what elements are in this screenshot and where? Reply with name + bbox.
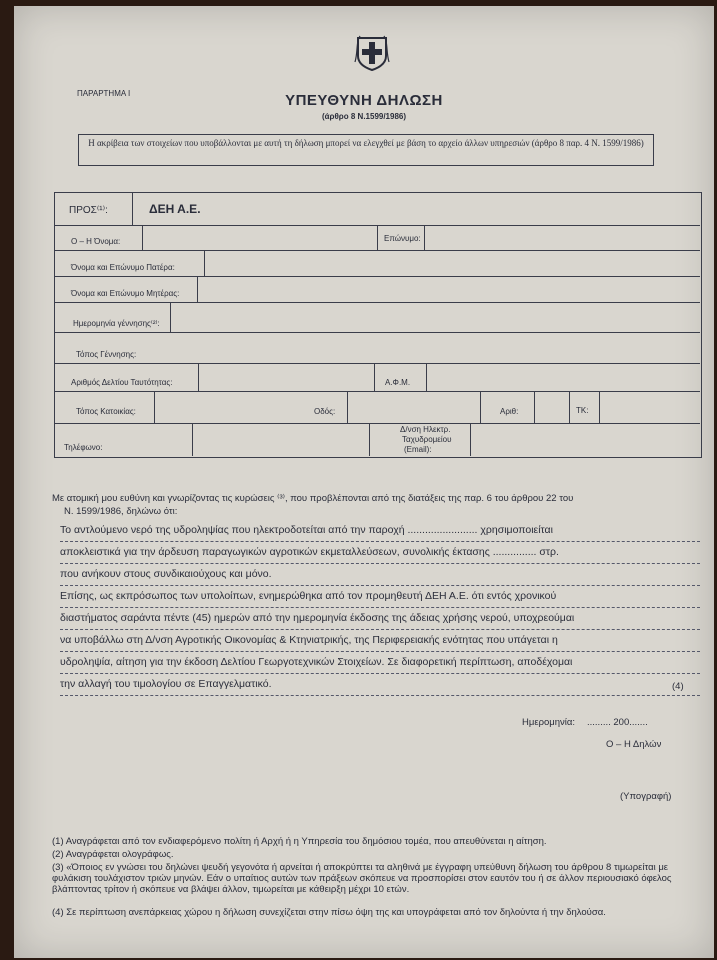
declaration-line: αποκλειστικά για την άρδευση παραγωγικών αγροτικών εκμεταλλεύσεων, συνολικής έκτασης ............... στρ. (60, 543, 700, 564)
phone-label: Τηλέφωνο: (64, 443, 103, 452)
declaration-line: διαστήματος σαράντα πέντε (45) ημερών από την ημερομηνία έκδοσης της άδειας χρήσης νερού, υποχρεούμαι (60, 609, 700, 630)
declaration-line: Το αντλούμενο νερό της υδροληψίας που ηλεκτροδοτείται από την παροχή ........................ χρησιμοποιείται (60, 521, 700, 542)
declaration-line: που ανήκουν στους συνδικαιούχους και μόνο. (60, 565, 700, 586)
mother-name-field[interactable] (198, 277, 699, 301)
postal-code-field[interactable] (600, 392, 699, 422)
page-subtitle: (άρθρο 8 Ν.1599/1986) (321, 112, 407, 121)
footnote-4-ref: (4) (672, 681, 684, 692)
number-field[interactable] (535, 392, 568, 422)
email-label-line2: Ταχυδρομείου (402, 435, 452, 444)
declaration-line: υδροληψία, αίτηση για την έκδοση Δελτίου Γεωργοτεχνικών Στοιχείων. Σε διαφορετική περίπτωση, αποδέχομαι (60, 653, 700, 674)
declaration-intro-line2: Ν. 1599/1986, δηλώνω ότι: (64, 506, 178, 517)
declaration-line: Επίσης, ως εκπρόσωπος των υπολοίπων, ενημερώθηκα από τον προμηθευτή ΔΕΗ Α.Ε. ότι εντός χρονικού (60, 587, 700, 608)
street-label: Οδός: (314, 407, 336, 416)
number-label: Αριθ: (500, 407, 519, 416)
father-name-label: Όνομα και Επώνυμο Πατέρα: (71, 263, 175, 272)
email-label-line3: (Email): (404, 445, 432, 454)
afm-label: Α.Φ.Μ. (385, 378, 411, 387)
greek-coat-of-arms-icon (352, 32, 392, 72)
declaration-line: να υποβάλλω στη Δ/νση Αγροτικής Οικονομίας & Κτηνιατρικής, της Περιφερειακής ενότητας που υπάγεται η (60, 631, 700, 652)
footnote-3: (3) «Όποιος εν γνώσει του δηλώνει ψευδή γεγονότα ή αρνείται ή αποκρύπτει τα αληθινά με έγγραφη υπεύθυνη δήλωση του άρθρου 8 τιμωρείται με φυλάκιση τουλάχιστον τριών μηνών. Εάν ο υπαίτιος αυτών των πράξεων σκόπευε να προσπορίσει στον εαυτόν του ή σε άλλον περιουσιακό όφελος βλάπτοντας τρίτον ή σκόπευε να βλάψει άλλον, τιμωρείται με κάθειρξη μέχρι 10 ετών. (52, 862, 672, 895)
to-label: ΠΡΟΣ⁽¹⁾: (69, 205, 108, 216)
annex-label: ΠΑΡΑΡΤΗΜΑ Ι (77, 89, 131, 98)
afm-field[interactable] (427, 364, 699, 390)
street-field[interactable] (348, 392, 479, 422)
footnote-1: (1) Αναγράφεται από τον ενδιαφερόμενο πολίτη ή Αρχή ή η Υπηρεσία του δημόσιου τομέα, που απευθύνεται η αίτηση. (52, 836, 547, 847)
postal-code-label: ΤΚ: (576, 406, 589, 415)
email-field[interactable] (471, 424, 699, 455)
declaration-document (14, 6, 714, 958)
name-field[interactable] (143, 226, 376, 249)
verification-notice: Η ακρίβεια των στοιχείων που υποβάλλονται με αυτή τη δήλωση μπορεί να ελεγχθεί με βάση το αρχείο άλλων υπηρεσιών (άρθρο 8 παρ. 4 Ν. 1599/1986) (78, 134, 654, 166)
id-number-label: Αριθμός Δελτίου Ταυτότητας: (71, 378, 173, 387)
declarant-label: Ο – Η Δηλών (606, 739, 662, 750)
footnote-2: (2) Αναγράφεται ολογράφως. (52, 849, 174, 860)
date-value[interactable]: ......... 200....... (587, 717, 648, 728)
footnote-4: (4) Σε περίπτωση ανεπάρκειας χώρου η δήλωση συνεχίζεται στην πίσω όψη της και υπογράφεται από τον δηλούντα ή την δηλούσα. (52, 907, 606, 918)
signature-label: (Υπογραφή) (620, 791, 672, 802)
residence-label: Τόπος Κατοικίας: (76, 407, 136, 416)
declaration-intro-line1: Με ατομική μου ευθύνη και γνωρίζοντας τις κυρώσεις ⁽³⁾, που προβλέπονται από της διατάξεις της παρ. 6 του άρθρου 22 του (52, 493, 574, 504)
birthplace-label: Τόπος Γέννησης: (76, 350, 137, 359)
page-title: ΥΠΕΥΘΥΝΗ ΔΗΛΩΣΗ (285, 92, 443, 109)
birthdate-label: Ημερομηνία γέννησης⁽²⁾: (73, 319, 160, 328)
surname-label: Επώνυμο: (384, 234, 421, 243)
birthdate-field[interactable] (171, 303, 699, 331)
id-number-field[interactable] (199, 364, 373, 390)
birthplace-field[interactable] (55, 333, 699, 362)
name-label: Ο – Η Όνομα: (71, 237, 121, 246)
signature-field[interactable] (554, 754, 704, 788)
declaration-line: την αλλαγή του τιμολογίου σε Επαγγελματικό. (60, 675, 700, 696)
to-value[interactable]: ΔΕΗ Α.Ε. (149, 202, 201, 216)
mother-name-label: Όνομα και Επώνυμο Μητέρας: (71, 289, 180, 298)
date-label: Ημερομηνία: (522, 717, 576, 728)
surname-field[interactable] (425, 226, 699, 249)
father-name-field[interactable] (205, 251, 699, 275)
phone-field[interactable] (193, 424, 368, 455)
email-label-line1: Δ/νση Ηλεκτρ. (400, 425, 451, 434)
